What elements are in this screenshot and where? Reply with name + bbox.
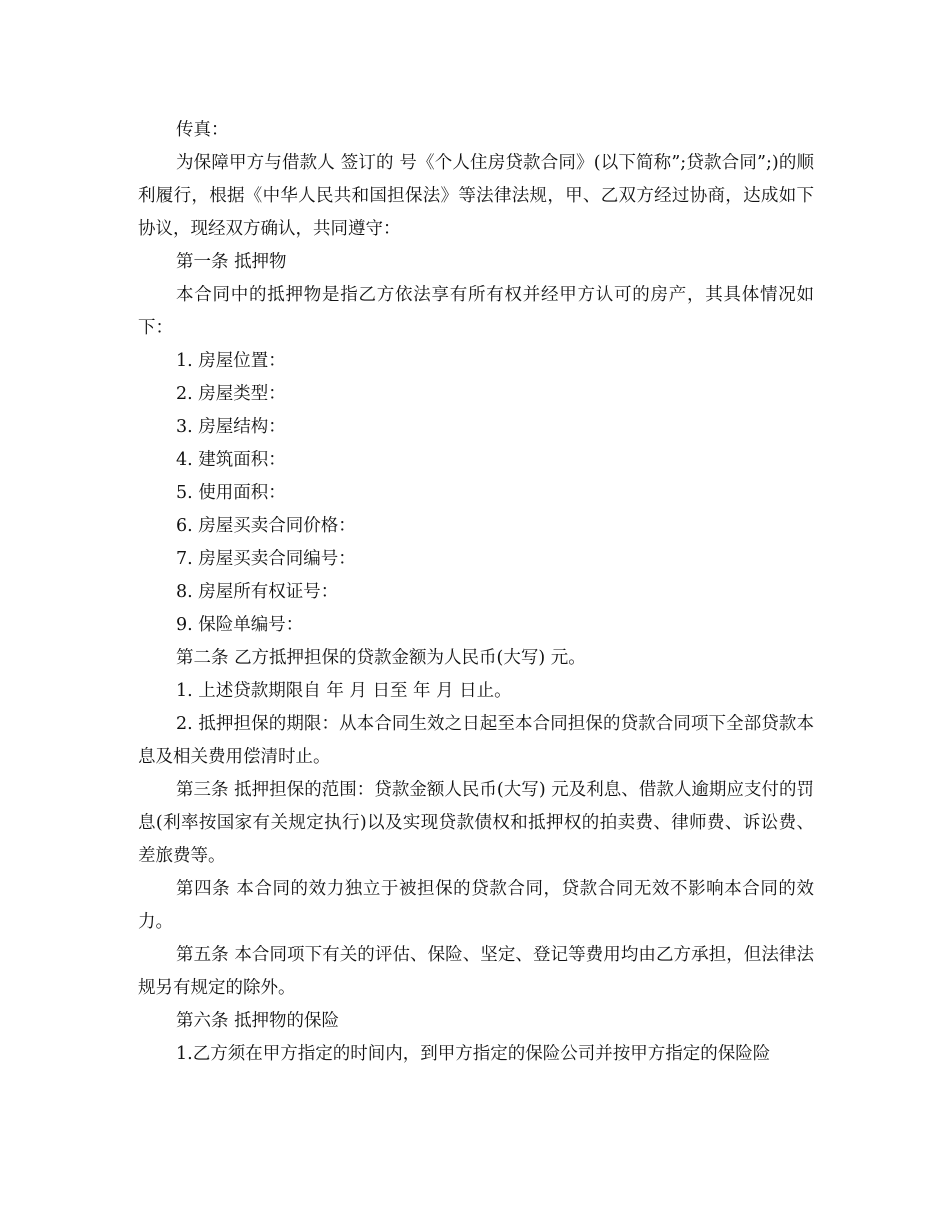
article-4: 第四条 本合同的效力独立于被担保的贷款合同，贷款合同无效不影响本合同的效力。 [138, 879, 814, 932]
list-item-insurance-number: 9. 保险单编号： [176, 615, 304, 635]
article-5: 第五条 本合同项下有关的评估、保险、坚定、登记等费用均由乙方承担，但法律法规另有规定的除外。 [138, 945, 814, 998]
list-item-house-location: 1. 房屋位置： [176, 351, 286, 371]
article-2-heading: 第二条 乙方抵押担保的贷款金额为人民币(大写) 元。 [176, 648, 586, 668]
article-1-intro: 本合同中的抵押物是指乙方依法享有所有权并经甲方认可的房产，其具体情况如下： [138, 285, 814, 338]
article-3: 第三条 抵押担保的范围：贷款金额人民币(大写) 元及利息、借款人逾期应支付的罚息(利率按国家有关规定执行)以及实现贷款债权和抵押权的拍卖费、律师费、诉讼费、差旅费等。 [138, 780, 814, 866]
paragraph-preamble: 为保障甲方与借款人 签订的 号《个人住房贷款合同》(以下简称”;贷款合同”;)的顺利履行，根据《中华人民共和国担保法》等法律法规，甲、乙双方经过协商，达成如下协议，现经双方确认，共同遵守： [138, 153, 814, 239]
article-2-item-2: 2. 抵押担保的期限：从本合同生效之日起至本合同担保的贷款合同项下全部贷款本息及相关费用偿清时止。 [138, 714, 814, 767]
article-6-item-1: 1.乙方须在甲方指定的时间内，到甲方指定的保险公司并按甲方指定的保险险 [176, 1044, 771, 1064]
list-item-house-type: 2. 房屋类型： [176, 384, 286, 404]
list-item-building-area: 4. 建筑面积： [176, 450, 286, 470]
article-1-heading: 第一条 抵押物 [176, 252, 287, 272]
list-item-ownership-cert: 8. 房屋所有权证号： [176, 582, 339, 602]
article-6-heading: 第六条 抵押物的保险 [176, 1011, 340, 1031]
list-item-contract-price: 6. 房屋买卖合同价格： [176, 516, 356, 536]
list-item-house-structure: 3. 房屋结构： [176, 417, 286, 437]
list-item-usable-area: 5. 使用面积： [176, 483, 286, 503]
list-item-contract-number: 7. 房屋买卖合同编号： [176, 549, 356, 569]
article-2-item-1: 1. 上述贷款期限自 年 月 日至 年 月 日止。 [176, 681, 512, 701]
document-body [138, 114, 814, 1071]
paragraph-fax: 传真： [176, 120, 229, 140]
